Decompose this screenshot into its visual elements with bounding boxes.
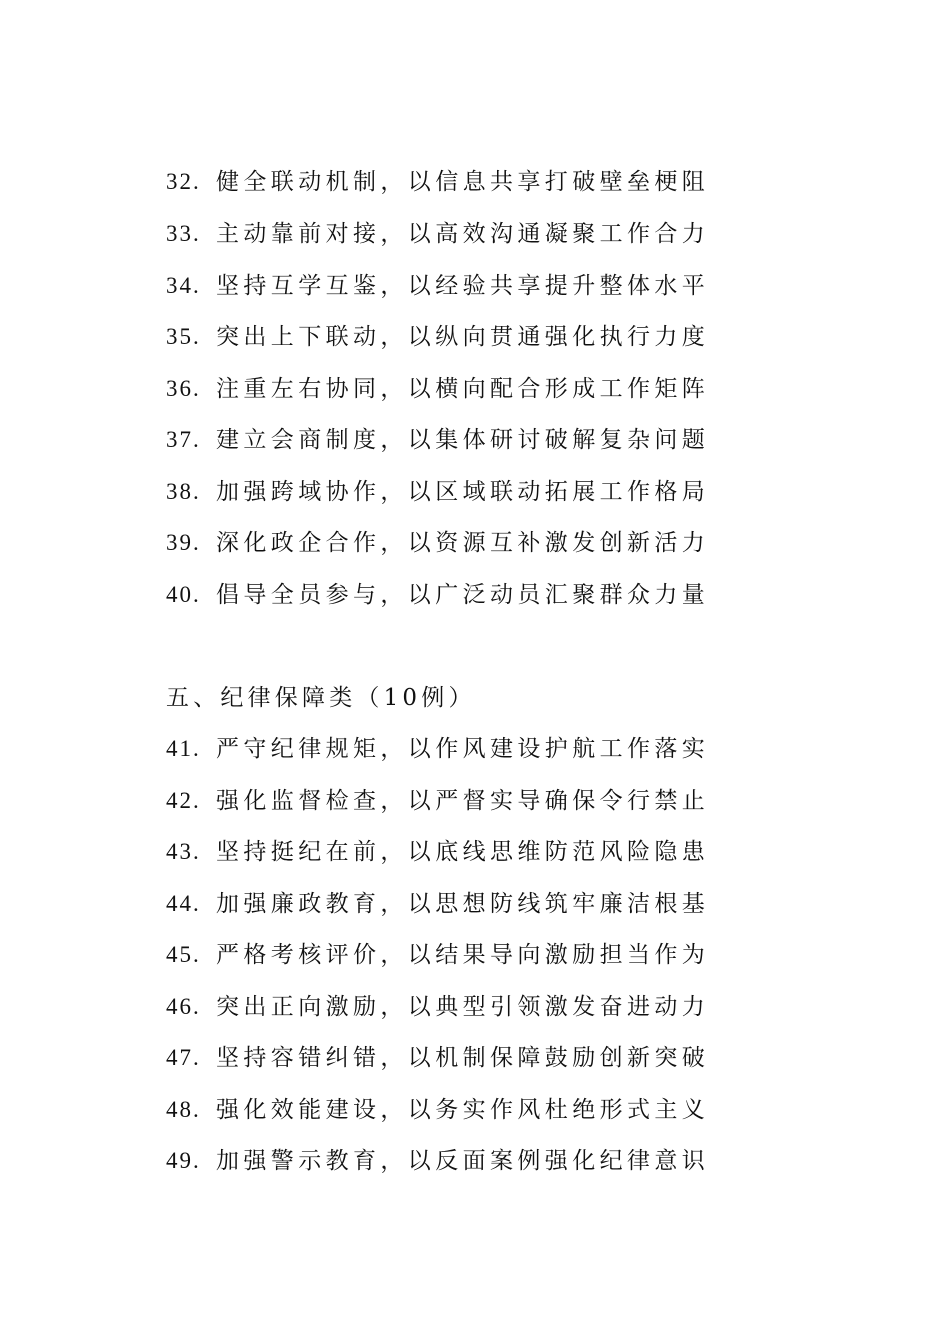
item-number: 48. [166,1097,201,1122]
item-number: 35. [166,324,201,349]
item-text: 坚持互学互鉴，以经验共享提升整体水平 [216,273,710,299]
item-text: 突出上下联动，以纵向贯通强化执行力度 [216,324,710,350]
list-item [166,371,709,407]
item-text: 坚持容错纠错，以机制保障鼓励创新突破 [216,1045,710,1071]
item-number: 36. [166,376,201,401]
list-item [166,989,709,1025]
list-item [166,1040,709,1076]
item-text: 建立会商制度，以集体研讨破解复杂问题 [216,427,710,453]
item-text: 严格考核评价，以结果导向激励担当作为 [216,942,710,968]
list-item [166,525,709,561]
item-text: 深化政企合作，以资源互补激发创新活力 [216,530,710,556]
item-number: 41. [166,736,201,761]
item-number: 32. [166,169,201,194]
list-item [166,886,709,922]
item-number: 34. [166,273,201,298]
list-item [166,1143,709,1179]
list-item [166,268,709,304]
item-text: 倡导全员参与，以广泛动员汇聚群众力量 [216,582,710,608]
item-number: 49. [166,1148,201,1173]
list-item [166,577,709,613]
item-number: 37. [166,427,201,452]
item-text: 强化监督检查，以严督实导确保令行禁止 [216,788,710,814]
item-number: 44. [166,891,201,916]
list-item [166,422,709,458]
section-heading: 五、纪律保障类（10例） [166,685,476,711]
list-item [166,474,709,510]
item-number: 39. [166,530,201,555]
item-text: 注重左右协同，以横向配合形成工作矩阵 [216,376,710,402]
item-text: 严守纪律规矩，以作风建设护航工作落实 [216,736,710,762]
item-text: 坚持挺纪在前，以底线思维防范风险隐患 [216,839,710,865]
list-item [166,164,709,200]
item-number: 45. [166,942,201,967]
item-number: 43. [166,839,201,864]
list-item [166,937,709,973]
item-text: 加强廉政教育，以思想防线筑牢廉洁根基 [216,891,710,917]
item-text: 强化效能建设，以务实作风杜绝形式主义 [216,1097,710,1123]
item-number: 38. [166,479,201,504]
item-text: 加强跨域协作，以区域联动拓展工作格局 [216,479,710,505]
item-number: 46. [166,994,201,1019]
item-text: 突出正向激励，以典型引领激发奋进动力 [216,994,710,1020]
item-text: 加强警示教育，以反面案例强化纪律意识 [216,1148,710,1174]
list-item [166,783,709,819]
item-number: 40. [166,582,201,607]
item-number: 42. [166,788,201,813]
item-number: 33. [166,221,201,246]
list-item [166,834,709,870]
list-item [166,731,709,767]
list-item [166,1092,709,1128]
item-text: 健全联动机制，以信息共享打破壁垒梗阻 [216,169,710,195]
list-item [166,319,709,355]
item-text: 主动靠前对接，以高效沟通凝聚工作合力 [216,221,710,247]
list-item [166,216,709,252]
item-number: 47. [166,1045,201,1070]
